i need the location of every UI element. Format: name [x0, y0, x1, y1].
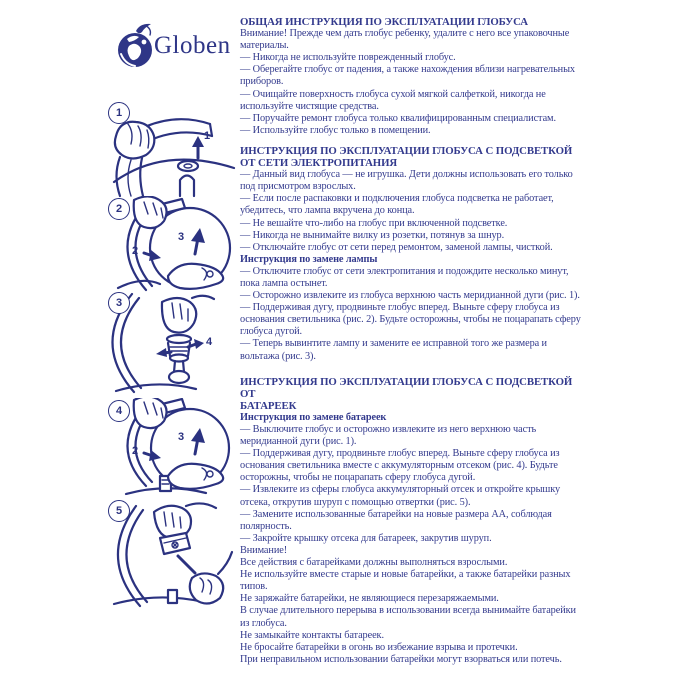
instruction-line: Все действия с батарейками должны выполняться взрослыми.: [240, 557, 508, 569]
figure-5-open-battery-compartment-screwdriver: [98, 498, 238, 613]
figure-number-badge: 1: [108, 102, 130, 124]
instruction-line: — Отключите глобус от сети электропитания и подождите несколько минут, пока лампа остынет.: [240, 265, 569, 289]
section-heading: БАТАРЕЕК: [240, 399, 297, 412]
instruction-line: — Данный вид глобуса — не игрушка. Дети должны использовать его только под присмотром взрослых.: [240, 169, 573, 193]
instruction-line: — Теперь вывинтите лампу и замените ее исправной того же размера и вольтажа (рис. 3).: [240, 338, 547, 362]
instruction-line: — Отключайте глобус от сети перед ремонтом, заменой лампы, чисткой.: [240, 241, 553, 253]
figure-1-remove-meridian-top: [98, 100, 238, 200]
instruction-line: — Выключите глобус и осторожно извлеките из него верхнюю часть меридианной дуги (рис. 1).: [240, 424, 537, 448]
instruction-line: Внимание!: [240, 544, 288, 556]
instruction-line: Не используйте вместе старые и новые батарейки, а также батарейки разных типов.: [240, 569, 571, 593]
instruction-line: — Используйте глобус только в помещении.: [240, 124, 431, 136]
globe-logo-icon: [114, 22, 158, 70]
section-battery-powered: [240, 376, 584, 666]
arrow-step-label: 2: [132, 245, 139, 257]
instruction-line: — Поддерживая дугу, продвиньте глобус вперед. Выньте сферу глобуса из основания светильника (рис. 2). Будьте осторожны, чтобы не поцарапать сферу глобуса дугой.: [240, 302, 581, 338]
instruction-line: — Извлеките из сферы глобуса аккумуляторный отсек и откройте крышку отсека, открутив шуруп с помощью отвертки (рис. 5).: [240, 484, 561, 508]
figure-number-badge: 5: [108, 500, 130, 522]
instruction-text-column: [240, 16, 584, 666]
instruction-line: — Осторожно извлеките из глобуса верхнюю часть меридианной дуги (рис. 1).: [240, 290, 580, 302]
figure-number-badge: 2: [108, 198, 130, 220]
section-heading: ИНСТРУКЦИЯ ПО ЭКСПЛУАТАЦИИ ГЛОБУСА С ПОДСВЕТКОЙ: [240, 144, 573, 157]
instruction-line: Внимание! Прежде чем дать глобус ребенку, удалите с него все упаковочные материалы.: [240, 28, 570, 52]
arrow-step-label: 2: [132, 445, 139, 457]
instruction-line: — Очищайте поверхность глобуса сухой мягкой салфеткой, никогда не используйте чистящие средства.: [240, 88, 546, 112]
section-heading: ОТ СЕТИ ЭЛЕКТРОПИТАНИЯ: [240, 157, 398, 170]
section-heading: ИНСТРУКЦИЯ ПО ЭКСПЛУАТАЦИИ ГЛОБУСА С ПОДСВЕТКОЙ ОТ: [240, 375, 573, 400]
arrow-step-label: 3: [178, 431, 185, 443]
subsection-heading: Инструкция по замене лампы: [240, 253, 378, 265]
figure-3-unscrew-lamp: [98, 290, 238, 395]
instruction-line: — Если после распаковки и подключения глобуса подсветка не работает, убедитесь, что лампа вкручена до конца.: [240, 193, 554, 217]
instruction-line: — Поручайте ремонт глобуса только квалифицированным специалистам.: [240, 112, 556, 124]
brand-logo: [114, 22, 231, 70]
section-general: [240, 16, 584, 137]
section-mains-powered: [240, 145, 584, 363]
instruction-line: При неправильном использовании батарейки могут взорваться или потечь.: [240, 653, 562, 665]
instruction-line: В случае длительного перерыва в использовании всегда вынимайте батарейки из глобуса.: [240, 605, 576, 629]
instruction-line: — Не вешайте что-либо на глобус при включенной подсветке.: [240, 217, 508, 229]
instruction-line: — Поддерживая дугу, продвиньте глобус вперед. Выньте сферу глобуса из основания светильника вместе с аккумуляторным отсеком (рис. 4). Будьте осторожны, чтобы не поцарапать сферу глобуса дугой.: [240, 448, 560, 484]
figure-2-slide-globe-forward: [98, 196, 238, 296]
instruction-line: — Закройте крышку отсека для батареек, закрутив шуруп.: [240, 532, 492, 544]
instruction-line: Не замыкайте контакты батареек.: [240, 629, 384, 641]
section-heading: ОБЩАЯ ИНСТРУКЦИЯ ПО ЭКСПЛУАТАЦИИ ГЛОБУСА: [240, 16, 528, 28]
brand-wordmark: Globen: [154, 32, 231, 59]
instruction-line: — Никогда не вынимайте вилку из розетки, потянув за шнур.: [240, 229, 505, 241]
arrow-step-label: 3: [178, 231, 185, 243]
instruction-line: Не бросайте батарейки в огонь во избежание взрыва и протечки.: [240, 641, 518, 653]
figure-number-badge: 3: [108, 292, 130, 314]
instruction-line: — Оберегайте глобус от падения, а также нахождения вблизи нагревательных приборов.: [240, 64, 575, 88]
instruction-line: — Замените использованные батарейки на новые размера АА, соблюдая полярность.: [240, 508, 552, 532]
instruction-line: — Никогда не используйте поврежденный глобус.: [240, 52, 456, 64]
arrow-step-label: 4: [206, 336, 213, 348]
instruction-line: Не заряжайте батарейки, не являющиеся перезаряжаемыми.: [240, 593, 499, 605]
figure-4-remove-sphere-with-battery-box: [98, 398, 238, 498]
subsection-heading: Инструкция по замене батареек: [240, 411, 387, 423]
arrow-step-label: 1: [204, 130, 211, 142]
figure-number-badge: 4: [108, 400, 130, 422]
